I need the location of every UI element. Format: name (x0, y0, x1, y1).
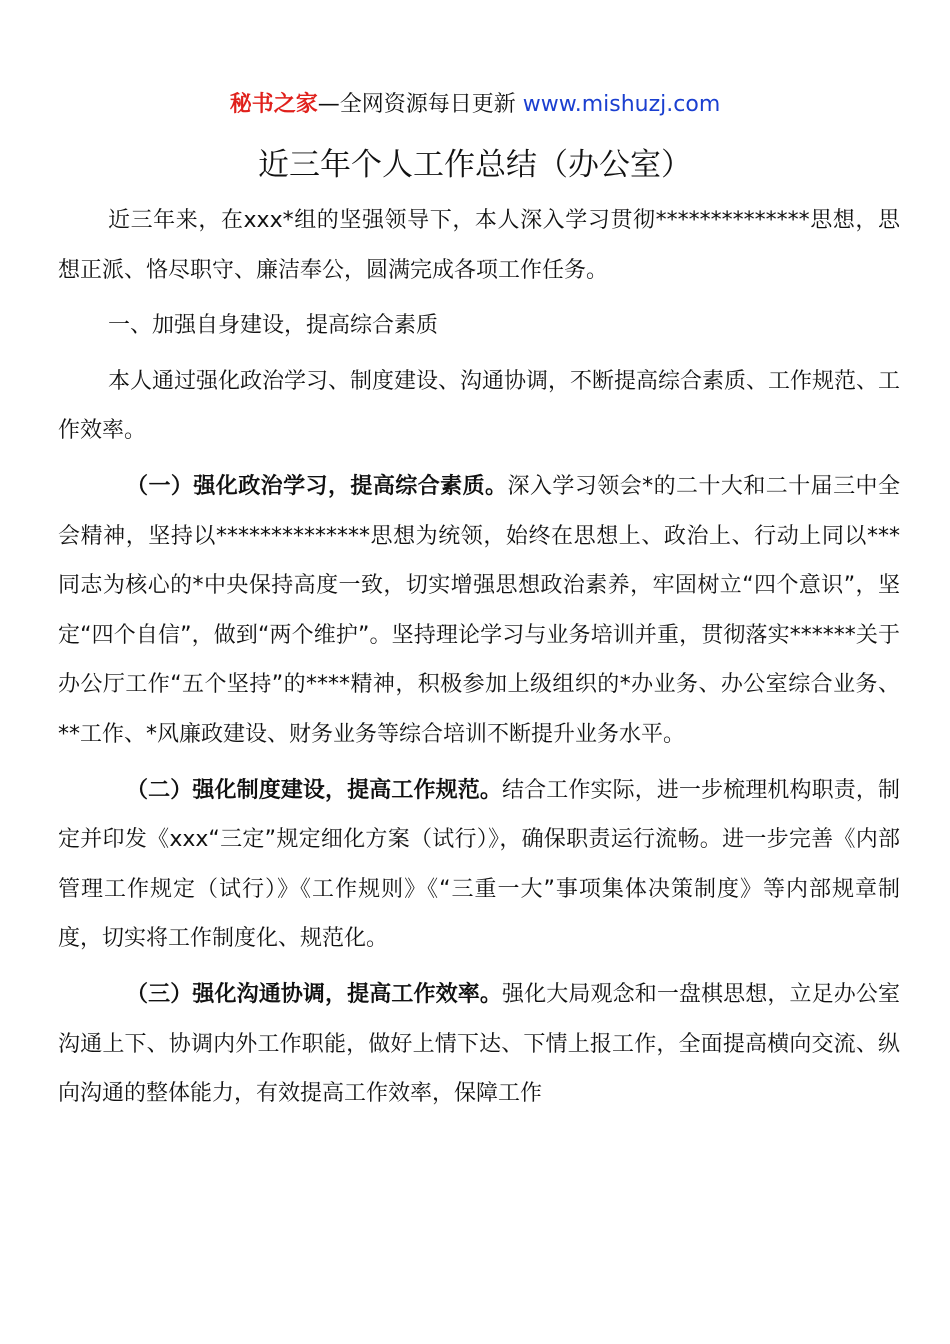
paragraph-system-building (58, 766, 900, 964)
header-tagline: —全网资源每日更新 (317, 92, 523, 117)
paragraph-lead: （三）强化沟通协调，提高工作效率。 (126, 981, 502, 1007)
section-heading (58, 301, 900, 351)
paragraph-text: 本人通过强化政治学习、制度建设、沟通协调，不断提高综合素质、工作规范、工作效率。 (58, 368, 901, 444)
paragraph-intro (58, 196, 900, 295)
paragraph-text: 强化大局观念和一盘棋思想，立足办公室沟通上下、协调内外工作职能，做好上情下达、下情上报工作，全面提高横向交流、纵向沟通的整体能力，有效提高工作效率，保障工作 (58, 981, 900, 1107)
paragraph-lead: （二）强化制度建设，提高工作规范。 (126, 777, 502, 803)
document-body (58, 196, 900, 1119)
paragraph-political-study (58, 462, 900, 760)
document-title: 近三年个人工作总结（办公室） (258, 147, 692, 183)
paragraph-text: 结合工作实际，进一步梳理机构职责，制定并印发《xxx“三定”规定细化方案（试行）》，确保职责运行流畅。进一步完善《内部管理工作规定（试行）》《工作规则》《“三重一大”事项集体决策制度》等内部规章制度，切实将工作制度化、规范化。 (58, 777, 900, 952)
paragraph-summary (58, 357, 900, 456)
paragraph-text: 近三年来，在xxx*组的坚强领导下，本人深入学习贯彻**************思想，思想正派、恪尽职守、廉洁奉公，圆满完成各项工作任务。 (58, 208, 900, 283)
site-header (0, 88, 950, 122)
site-url: www.mishuzj.com (522, 92, 721, 117)
brand-name: 秘书之家 (229, 92, 318, 117)
paragraph-lead: （一）强化政治学习，提高综合素质。 (126, 473, 508, 499)
paragraph-coordination (58, 970, 900, 1119)
paragraph-text: 深入学习领会*的二十大和二十届三中全会精神，坚持以**************思想为统领，始终在思想上、政治上、行动上同以***同志为核心的*中央保持高度一致，切实增强思想政治素养，牢固树立“四个意识”，坚定“四个自信”，做到“两个维护”。坚持理论学习与业务培训并重，贯彻落实******关于办公厅工作“五个坚持”的****精神，积极参加上级组织的*办业务、办公室综合业务、**工作、*风廉政建设、财务业务等综合培训不断提升业务水平。 (58, 473, 900, 747)
paragraph-text: 一、加强自身建设，提高综合素质 (108, 313, 439, 339)
